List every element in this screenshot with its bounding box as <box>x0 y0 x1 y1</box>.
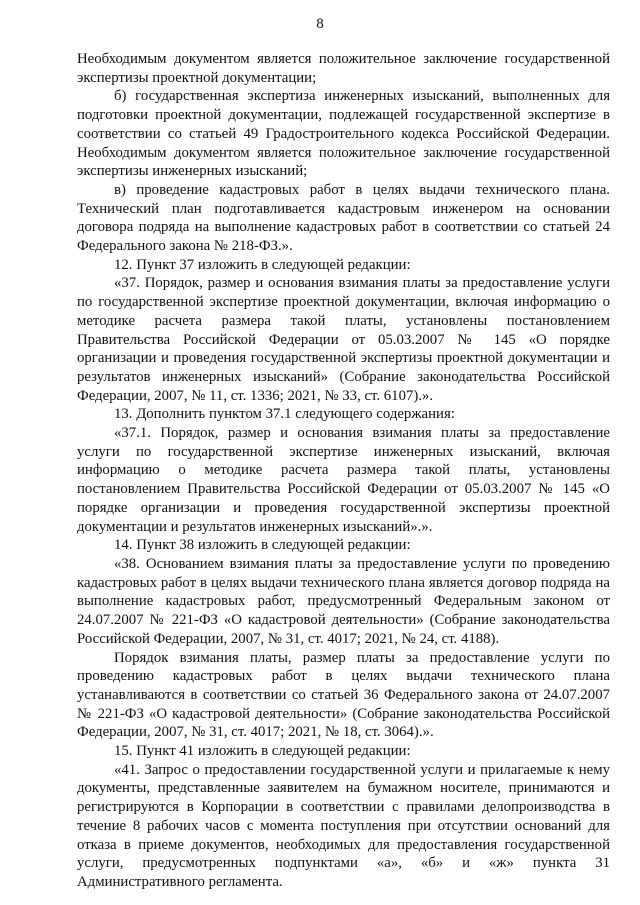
paragraph-5: «37. Порядок, размер и основания взимания платы за предоставление услуги по государственной экспертизе проектной документации, включая информацию о методике расчета размера такой платы, установлены постановлением Правительства Российской Федерации от 05.03.2007 № 145 «О порядке организации и проведения государственной экспертизы проектной документации и результатов инженерных изысканий» (Собрание законодательства Российской Федерации, 2007, № 11, ст. 1336; 2021, № 33, ст. 6107).». <box>77 275 610 404</box>
paragraph-10: Порядок взимания платы, размер платы за предоставление услуги по проведению кадастровых работ в целях выдачи технического плана устанавливаются в соответствии со статьей 36 Федерального закона от 24.07.2007 № 221-ФЗ «О кадастровой деятельности» (Собрание законодательства Российской Федерации, 2007, № 31, ст. 4017; 2021, № 18, ст. 3064).». <box>77 649 610 741</box>
paragraph-7: «37.1. Порядок, размер и основания взимания платы за предоставление услуги по государственной экспертизе инженерных изысканий, включая информацию о методике расчета размера такой платы, установлены постановлением Правительства Российской Федерации от 05.03.2007 № 145 «О порядке организации и проведения государственной экспертизы проектной документации и результатов инженерных изысканий».». <box>77 425 610 535</box>
paragraph-9: «38. Основанием взимания платы за предоставление услуги по проведению кадастровых работ в целях выдачи технического плана является договор подряда на выполнение кадастровых работ, предусмотренный Федеральным законом от 24.07.2007 № 221-ФЗ «О кадастровой деятельности» (Собрание законодательства Российской Федерации, 2007, № 31, ст. 4017; 2021, № 24, ст. 4188). <box>77 555 610 647</box>
paragraph-4: 12. Пункт 37 изложить в следующей редакции: <box>114 256 411 273</box>
document-body <box>77 50 610 892</box>
paragraph-3: в) проведение кадастровых работ в целях выдачи технического плана. Технический план подготавливается кадастровым инженером на основании договора подряда на выполнение кадастровых работ в соответствии со статьей 24 Федерального закона № 218-ФЗ.». <box>77 181 610 255</box>
paragraph-11: 15. Пункт 41 изложить в следующей редакции: <box>114 743 411 760</box>
paragraph-12: «41. Запрос о предоставлении государственной услуги и прилагаемые к нему документы, представленные заявителем на бумажном носителе, принимаются и регистрируются в Корпорации в соответствии с правилами делопроизводства в течение 8 рабочих часов с момента поступления при отсутствии оснований для отказа в приеме документов, необходимых для предоставления государственной услуги, предусмотренных подпунктами «а», «б» и «ж» пункта 31 Административного регламента. <box>77 761 610 890</box>
paragraph-6: 13. Дополнить пунктом 37.1 следующего содержания: <box>114 406 455 423</box>
page-number: 8 <box>316 16 324 32</box>
paragraph-8: 14. Пункт 38 изложить в следующей редакции: <box>114 537 411 554</box>
paragraph-2: б) государственная экспертиза инженерных изысканий, выполненных для подготовки проектной документации, подлежащей государственной экспертизе в соответствии со статьей 49 Градостроительного кодекса Российской Федерации. Необходимым документом является положительное заключение государственной экспертизы инженерных изысканий; <box>77 88 610 180</box>
paragraph-1: Необходимым документом является положительное заключение государственной экспертизы проектной документации; <box>77 51 610 86</box>
